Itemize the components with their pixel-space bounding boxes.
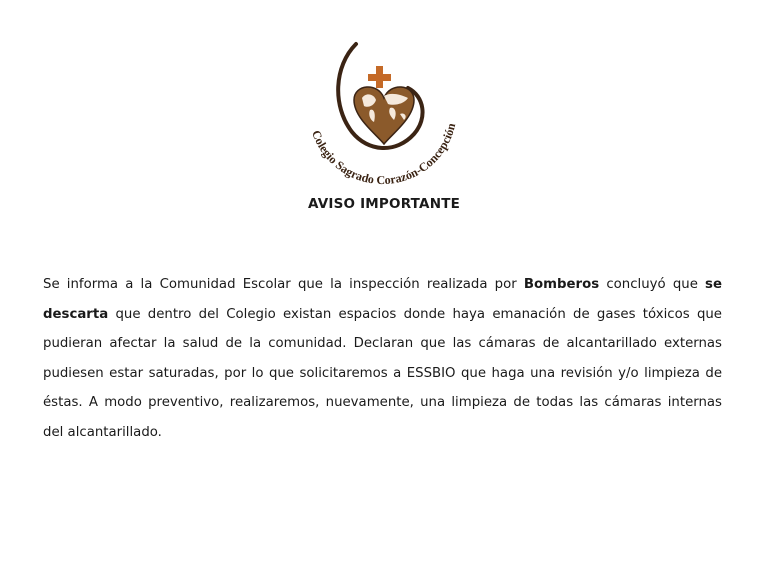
bold-bomberos: Bomberos: [523, 277, 600, 292]
school-logo: [296, 36, 472, 196]
page-title: AVISO IMPORTANTE: [307, 196, 461, 212]
cross-icon: [368, 66, 391, 88]
bold-se-descarta: se descarta: [43, 277, 722, 322]
notice-body: Se informa a la Comunidad Escolar que la inspección realizada por Bomberos concluyó que se descarta que dentro del Colegio existan espacios donde haya emanación de gases tóxicos que pudieran afectar la salud de la comunidad. Declaran que las cámaras de alcantarillado externas pudiesen estar saturadas, por lo que solicitaremos a ESSBIO que haga una revisión y/o limpieza de éstas. A modo preventivo, realizaremos, nuevamente, una limpieza de todas las cámaras internas del alcantarillado.: [43, 277, 722, 440]
logo-ring-text: Colegio Sagrado Corazón-Concepción: [309, 121, 459, 188]
